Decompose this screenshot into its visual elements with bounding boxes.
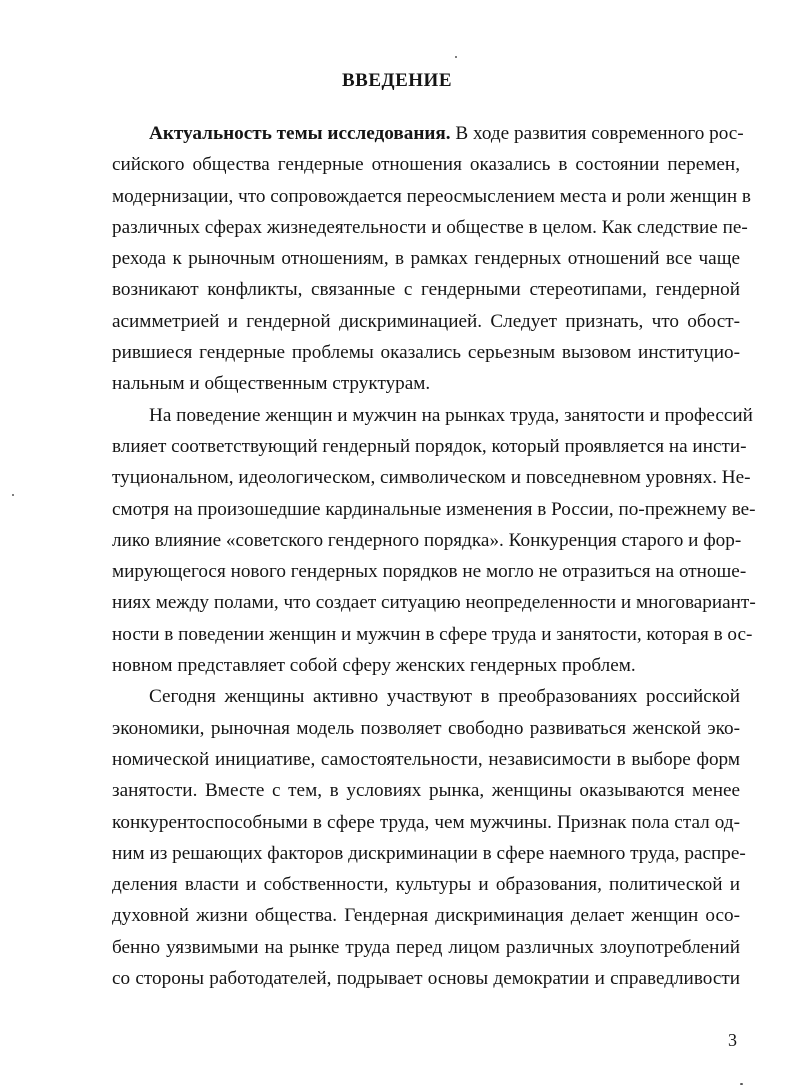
paragraph-line: рившиеся гендерные проблемы оказались серьезным вызовом институцио- <box>112 342 740 364</box>
paragraph-line: новном представляет собой сферу женских гендерных проблем. <box>112 655 636 677</box>
paragraph-line: ниях между полами, что создает ситуацию неопределенности и многовариант- <box>112 592 756 614</box>
paragraph-line: влияет соответствующий гендерный порядок, который проявляется на инсти- <box>112 435 747 457</box>
scan-speck <box>740 1083 743 1085</box>
lead-bold-phrase: Актуальность темы исследования. <box>149 123 451 144</box>
page-number: 3 <box>728 1030 737 1050</box>
paragraph-line: занятости. Вместе с тем, в условиях рынка, женщины оказываются менее <box>112 780 740 802</box>
paragraph-line: смотря на произошедшие кардинальные изменения в России, по-прежнему ве- <box>112 498 756 520</box>
paragraph-line: рехода к рыночным отношениям, в рамках гендерных отношений все чаще <box>112 248 740 270</box>
paragraph-line: модернизации, что сопровождается переосмыслением места и роли женщин в <box>112 185 751 207</box>
paragraph-line: конкурентоспособными в сфере труда, чем мужчины. Признак пола стал од- <box>112 811 740 833</box>
paragraph-line: со стороны работодателей, подрывает основы демократии и справедливости <box>112 968 740 990</box>
paragraph-line: туциональном, идеологическом, символическом и повседневном уровнях. Не- <box>112 467 751 489</box>
paragraph-line: возникают конфликты, связанные с гендерными стереотипами, гендерной <box>112 279 740 301</box>
paragraph-line: духовной жизни общества. Гендерная дискриминация делает женщин осо- <box>112 905 740 927</box>
paragraph-line: различных сферах жизнедеятельности и обществе в целом. Как следствие пе- <box>112 216 748 238</box>
paragraph-line: ности в поведении женщин и мужчин в сфере труда и занятости, которая в ос- <box>112 623 753 645</box>
paragraph-line: деления власти и собственности, культуры и образования, политической и <box>112 874 740 896</box>
paragraph-2 <box>112 400 756 682</box>
scan-speck <box>12 494 14 496</box>
paragraph-line: номической инициативе, самостоятельности, независимости в выборе форм <box>112 748 740 770</box>
paragraph-line: На поведение женщин и мужчин на рынках труда, занятости и профессий <box>149 404 753 426</box>
body-text <box>112 118 756 994</box>
paragraph-line: Сегодня женщины активно участвуют в преобразованиях российской <box>149 686 740 708</box>
paragraph-line: ним из решающих факторов дискриминации в сфере наемного труда, распре- <box>112 842 746 864</box>
paragraph-1 <box>112 118 751 400</box>
section-heading: ВВЕДЕНИЕ <box>342 70 452 91</box>
paragraph-line: мирующегося нового гендерных порядков не могло не отразиться на отноше- <box>112 561 747 583</box>
paragraph-line: лико влияние «советского гендерного порядка». Конкуренция старого и фор- <box>112 529 742 551</box>
paragraph-line: нальным и общественным структурам. <box>112 373 431 395</box>
paragraph-line: бенно уязвимыми на рынке труда перед лицом различных злоупотреблений <box>112 936 740 958</box>
paragraph-line: экономики, рыночная модель позволяет свободно развиваться женской эко- <box>112 717 740 739</box>
paragraph-line: сийского общества гендерные отношения оказались в состоянии перемен, <box>112 154 740 176</box>
paragraph-3 <box>112 681 746 994</box>
paragraph-line: Актуальность темы исследования. В ходе развития современного рос- <box>149 123 744 144</box>
scan-speck <box>455 56 457 58</box>
paragraph-line: асимметрией и гендерной дискриминацией. Следует признать, что обост- <box>112 310 740 332</box>
